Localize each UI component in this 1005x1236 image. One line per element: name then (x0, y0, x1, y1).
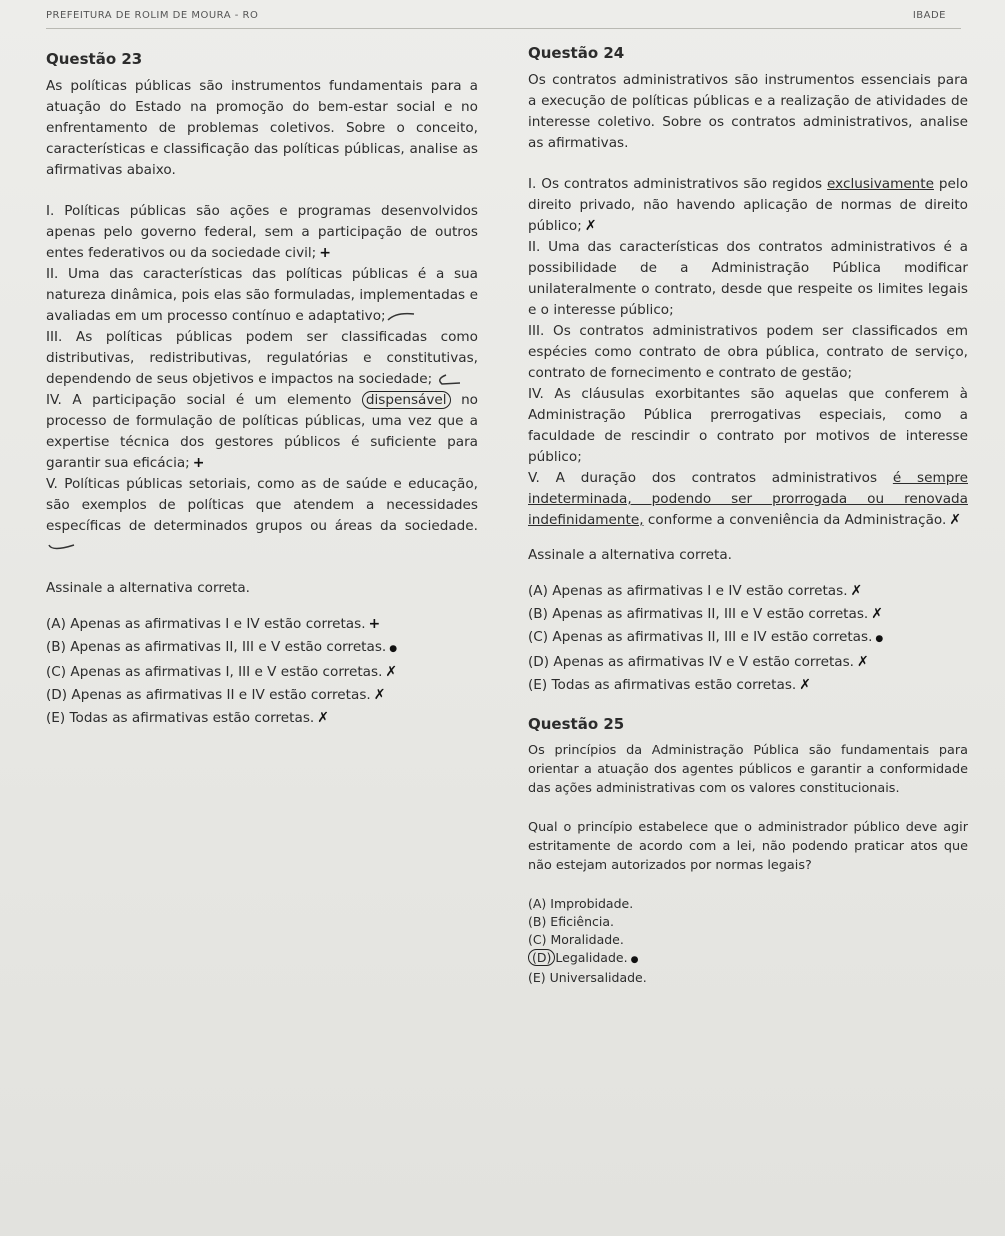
q24-item-3: III. Os contratos administrativos podem ser classificados em espécies como contrato de obra pública, contrato de serviço, contrato de fornecimento e contrato de gestão; (528, 323, 968, 381)
q23-option-c[interactable] (46, 661, 478, 684)
q23-option-d[interactable] (46, 684, 478, 707)
q24-item-5 (528, 468, 968, 531)
handwritten-check-mark (432, 373, 462, 385)
handwritten-plus-mark: + (192, 455, 205, 471)
q25-option-d[interactable] (528, 949, 968, 969)
q23-options (46, 613, 478, 730)
q24-options (528, 580, 968, 697)
option-text: Legalidade. (555, 950, 628, 965)
header-institution: PREFEITURA DE ROLIM DE MOURA - RO (46, 10, 259, 21)
question-25-statement: Qual o princípio estabelece que o administrador público deve agir estritamente de acordo com a lei, não podendo praticar atos que não estejam autorizados por normas legais? (528, 820, 968, 873)
option-text: (E) Todas as afirmativas estão corretas. (528, 677, 797, 693)
option-text: (B) Apenas as afirmativas II, III e V estão corretas. (528, 606, 869, 622)
underlined-phrase: exclusivamente (827, 176, 934, 192)
header-divider (46, 28, 961, 29)
q23-item-4-text-a: IV. A participação social é um elemento (46, 392, 352, 408)
q23-item-5-text: V. Políticas públicas setoriais, como as de saúde e educação, são exemplos de políticas que atendem a necessidades específicas de determinados grupos ou áreas da sociedade. (46, 476, 478, 534)
option-text: (D) Apenas as afirmativas IV e V estão corretas. (528, 654, 855, 670)
q24-item-1-text-b: pelo direito privado, não havendo aplicação de normas de direito público; (528, 176, 969, 234)
q23-item-5 (46, 474, 478, 558)
handwritten-dot-mark: ● (875, 634, 884, 644)
q24-prompt: Assinale a alternativa correta. (528, 547, 732, 563)
handwritten-cross-mark: ✗ (584, 218, 597, 234)
question-23-title: Questão 23 (46, 50, 143, 68)
q23-item-4-text-b: no processo de formulação de políticas públicas, uma vez que a expertise técnica dos gestores públicos é suficiente para garantir sua eficácia; (46, 392, 478, 471)
q23-option-a[interactable] (46, 613, 478, 636)
question-25 (528, 715, 968, 987)
handwritten-dot-mark: ● (389, 644, 398, 654)
question-24-intro: Os contratos administrativos são instrumentos essenciais para a execução de políticas públicas e a realização de atividades de interesse coletivo. Sobre os contratos administrativos, analise as afirmativas. (528, 72, 968, 151)
handwritten-dot-mark: ● (630, 955, 639, 965)
handwritten-check-mark (46, 541, 76, 553)
q23-item-1 (46, 201, 478, 264)
header-board: IBADE (912, 10, 946, 21)
handwritten-plus-mark: + (368, 616, 381, 632)
q23-item-3 (46, 327, 478, 390)
handwritten-cross-mark: ✗ (385, 664, 398, 680)
q24-option-c[interactable] (528, 626, 968, 651)
handwritten-cross-mark: ✗ (949, 512, 962, 528)
option-text: (D) Apenas as afirmativas II e IV estão corretas. (46, 687, 371, 703)
q24-item-5-text-a: V. A duração dos contratos administrativos (528, 470, 878, 486)
option-text: (A) Apenas as afirmativas I e IV estão corretas. (528, 583, 848, 599)
page-header (46, 10, 956, 21)
q23-prompt: Assinale a alternativa correta. (46, 580, 250, 596)
q23-item-2 (46, 264, 478, 327)
q25-option-b[interactable]: (B) Eficiência. (528, 914, 615, 929)
q24-item-1-text-a: I. Os contratos administrativos são regidos (528, 176, 823, 192)
circled-word: dispensável (362, 391, 451, 409)
q24-option-b[interactable] (528, 603, 968, 626)
underlined-phrase: é sempre indeterminada, podendo ser prorrogada ou renovada indefinidamente, (528, 470, 968, 528)
q24-item-1 (528, 174, 968, 237)
option-text: (C) Apenas as afirmativas II, III e IV estão corretas. (528, 629, 873, 645)
q23-option-b[interactable] (46, 636, 478, 661)
q24-option-a[interactable] (528, 580, 968, 603)
q23-item-3-text: III. As políticas públicas podem ser classificadas como distributivas, redistributivas, regulatórias e constitutivas, dependendo de seus objetivos e impactos na sociedade; (46, 329, 478, 387)
q24-item-5-text-b: conforme a conveniência da Administração. (647, 512, 947, 528)
question-24-title: Questão 24 (528, 44, 625, 62)
option-text: (E) Todas as afirmativas estão corretas. (46, 710, 315, 726)
q24-item-4: IV. As cláusulas exorbitantes são aquelas que conferem à Administração Pública prerrogativas especiais, como a faculdade de rescindir o contrato por motivos de interesse público; (528, 386, 968, 465)
q23-item-1-text: I. Políticas públicas são ações e programas desenvolvidos apenas pelo governo federal, sem a participação de outros entes federativos ou da sociedade civil; (46, 203, 478, 261)
option-text: (A) Apenas as afirmativas I e IV estão corretas. (46, 616, 366, 632)
question-23 (46, 50, 478, 730)
handwritten-cross-mark: ✗ (871, 606, 883, 622)
handwritten-cross-mark: ✗ (373, 687, 386, 703)
question-23-intro: As políticas públicas são instrumentos fundamentais para a atuação do Estado na promoção do bem-estar social e no enfrentamento de problemas coletivos. Sobre o conceito, características e classificação das políticas públicas, analise as afirmativas abaixo. (46, 78, 478, 178)
q24-option-d[interactable] (528, 651, 968, 674)
q23-item-2-text: II. Uma das características das políticas públicas é a sua natureza dinâmica, pois elas são formuladas, implementadas e avaliadas em um processo contínuo e adaptativo; (46, 266, 478, 324)
handwritten-check-mark (386, 310, 416, 322)
handwritten-cross-mark: ✗ (799, 677, 811, 693)
question-25-title: Questão 25 (528, 715, 625, 733)
q23-option-e[interactable] (46, 707, 478, 730)
q23-item-4 (46, 390, 478, 474)
handwritten-cross-mark: ✗ (857, 654, 869, 670)
q25-options (528, 895, 968, 987)
option-text: (B) Apenas as afirmativas II, III e V estão corretas. (46, 639, 387, 655)
question-25-intro: Os princípios da Administração Pública são fundamentais para orientar a atuação dos agentes públicos e garantir a conformidade das ações administrativas com os valores constitucionais. (528, 743, 968, 796)
handwritten-plus-mark: + (319, 245, 331, 261)
handwritten-cross-mark: ✗ (317, 710, 329, 726)
question-24 (528, 44, 968, 987)
q25-option-a[interactable]: (A) Improbidade. (528, 896, 634, 911)
q25-option-c[interactable]: (C) Moralidade. (528, 932, 624, 947)
handwritten-cross-mark: ✗ (850, 583, 863, 599)
option-text: (C) Apenas as afirmativas I, III e V estão corretas. (46, 664, 383, 680)
circled-option-letter: (D) (528, 949, 555, 966)
q24-option-e[interactable] (528, 674, 968, 697)
q24-item-2: II. Uma das características dos contratos administrativos é a possibilidade de a Administração Pública modificar unilateralmente o contrato, desde que respeite os limites legais e o interesse público; (528, 239, 968, 318)
q25-option-e[interactable]: (E) Universalidade. (528, 970, 647, 985)
